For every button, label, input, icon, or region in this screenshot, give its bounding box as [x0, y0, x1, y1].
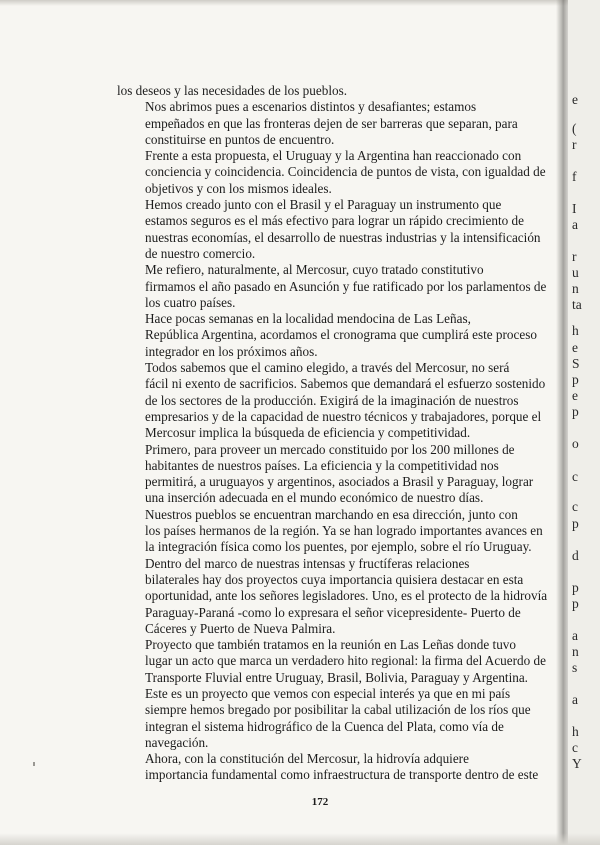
text-line: empresarios y de la capacidad de nuestro técnicos y trabajadores, porque el	[145, 408, 542, 424]
text-line: estamos seguros es el más efectivo para lograr un rápido crecimiento de	[145, 213, 524, 229]
text-line: objetivos y con los mismos ideales.	[145, 180, 332, 196]
facing-page-letter: n	[572, 644, 579, 659]
text-line: importancia fundamental como infraestructura de transporte dentro de este	[145, 767, 539, 783]
facing-page-letter: c	[572, 499, 578, 514]
facing-page-letter: h	[572, 323, 579, 338]
facing-page-letter: d	[572, 548, 579, 563]
facing-page-letter: u	[572, 265, 579, 280]
facing-page-letter: ta	[572, 297, 582, 312]
facing-page-letter: p	[572, 516, 579, 531]
text-line: lugar un acto que marca un verdadero hito regional: la firma del Acuerdo de	[145, 653, 546, 669]
facing-page-letter: r	[572, 249, 577, 264]
text-line: la integración física como los puentes, por ejemplo, sobre el río Uruguay.	[145, 539, 532, 555]
facing-page-letter: h	[572, 724, 579, 739]
facing-page-letter: a	[572, 628, 578, 643]
text-line: habitantes de nuestros países. La eficiencia y la competitividad nos	[145, 457, 499, 473]
text-line: bilaterales hay dos proyectos cuya importancia quisiera destacar en esta	[145, 571, 524, 587]
facing-page-letter: p	[572, 580, 579, 595]
text-line: Dentro del marco de nuestras intensas y fructíferas relaciones	[145, 555, 470, 571]
text-line: integran el sistema hidrográfico de la Cuenca del Plata, como vía de	[145, 718, 504, 734]
text-line: siempre hemos bregado por posibilitar la cabal utilización de los ríos que	[145, 702, 531, 718]
text-line: Este es un proyecto que vemos con especial interés ya que en mi país	[145, 685, 511, 701]
paragraph	[117, 197, 541, 262]
text-line: de nuestro comercio.	[145, 245, 256, 261]
facing-page-letter: e	[572, 340, 578, 355]
text-line: nuestras economías, el desarrollo de nuestras industrias y la intensificación	[145, 229, 541, 245]
text-line: los países hermanos de la región. Ya se han logrado importantes avances en	[145, 523, 543, 539]
text-line: Hemos creado junto con el Brasil y el Paraguay un instrumento que	[145, 197, 502, 213]
facing-page-letter: p	[572, 372, 579, 387]
facing-page-letter: o	[572, 436, 579, 451]
facing-page-letter: e	[572, 388, 578, 403]
facing-page-letter: I	[572, 201, 577, 216]
facing-page-edge	[568, 0, 600, 845]
paragraph	[117, 360, 546, 441]
text-line: empeñados en que las fronteras dejen de ser barreras que separan, para	[145, 115, 518, 131]
book-gutter-shadow	[556, 0, 568, 845]
facing-page-letter: a	[572, 217, 578, 232]
facing-page-letter: s	[572, 660, 578, 675]
facing-page-letter: p	[572, 596, 579, 611]
facing-page-letter: p	[572, 404, 579, 419]
text-line: Todos sabemos que el camino elegido, a través del Mercosur, no será	[145, 360, 510, 376]
text-line: Mercosur implica la búsqueda de eficiencia y competitividad.	[145, 425, 471, 441]
text-line: Nos abrimos pues a escenarios distintos y desafiantes; estamos	[145, 99, 477, 115]
paragraph	[117, 311, 537, 360]
paragraph	[117, 555, 548, 637]
text-line: Me refiero, naturalmente, al Mercosur, cuyo tratado constitutivo	[145, 262, 484, 278]
facing-page-letter: c	[572, 469, 578, 484]
text-line: oportunidad, ante los señores legisladores. Uno, es el protecto de la hidrovía	[145, 588, 548, 604]
page-number: 172	[311, 796, 329, 808]
facing-page-letter: a	[572, 692, 578, 707]
facing-page-letter: S	[572, 356, 580, 371]
text-line: República Argentina, acordamos el cronograma que cumplirá este proceso	[145, 327, 537, 343]
text-line: Hace pocas semanas en la localidad mendocina de Las Leñas,	[145, 311, 471, 327]
facing-page-letter: n	[572, 281, 579, 296]
text-line: de los sectores de la producción. Exigirá de la imaginación de nuestros	[145, 392, 519, 408]
text-line: integrador en los próximos años.	[145, 343, 318, 359]
paragraph	[117, 148, 546, 197]
text-line: navegación.	[145, 734, 209, 750]
paragraph	[117, 751, 537, 784]
facing-page-letter: c	[572, 740, 578, 755]
paragraph	[117, 83, 537, 99]
text-line: los cuatro países.	[145, 294, 236, 310]
text-line: Cáceres y Puerto de Nueva Palmira.	[145, 620, 336, 636]
facing-page-letter: (	[572, 121, 577, 136]
scan-speck	[33, 762, 35, 766]
text-line: constituirse en puntos de encuentro.	[145, 131, 335, 147]
text-line: Frente a esta propuesta, el Uruguay y la Argentina han reaccionado con	[145, 148, 522, 164]
paragraph	[117, 506, 543, 556]
facing-page-letter: Y	[572, 756, 582, 771]
paragraph	[117, 686, 537, 751]
text-line: los deseos y las necesidades de los pueblos.	[117, 83, 348, 98]
paragraph	[117, 262, 547, 311]
text-line: Ahora, con la constitución del Mercosur, la hidrovía adquiere	[145, 751, 469, 767]
text-line: Primero, para proveer un mercado constituido por los 200 millones de	[145, 441, 515, 457]
text-line: conciencia y coincidencia. Coincidencia de puntos de vista, con igualdad de	[145, 164, 546, 180]
text-line: Proyecto que también tratamos en la reunión en Las Leñas donde tuvo	[145, 637, 516, 653]
text-line: fácil ni exento de sacrificios. Sabemos que demandará el esfuerzo sostenido	[145, 376, 546, 392]
top-scan-shadow	[0, 0, 600, 6]
text-line: una inserción adecuada en el mundo económico de nuestro días.	[145, 490, 484, 506]
facing-page-letter: e	[572, 92, 578, 107]
text-line: permitirá, a uruguayos y argentinos, asociados a Brasil y Paraguay, lograr	[145, 474, 534, 490]
paragraph	[117, 99, 537, 148]
facing-page-letter: r	[572, 137, 577, 152]
text-line: firmamos el año pasado en Asunción y fue ratificado por los parlamentos de	[145, 278, 547, 294]
facing-page-letter: f	[572, 169, 577, 184]
text-line: Paraguay-Paraná -como lo expresara el señor vicepresidente- Puerto de	[145, 604, 521, 620]
body-text	[117, 83, 548, 784]
paragraph	[117, 442, 537, 507]
text-line: Transporte Fluvial entre Uruguay, Brasil, Bolivia, Paraguay y Argentina.	[145, 669, 528, 685]
text-line: Nuestros pueblos se encuentran marchando en esa dirección, junto con	[145, 506, 518, 522]
bottom-scan-shadow	[0, 833, 600, 845]
paragraph	[117, 637, 546, 686]
